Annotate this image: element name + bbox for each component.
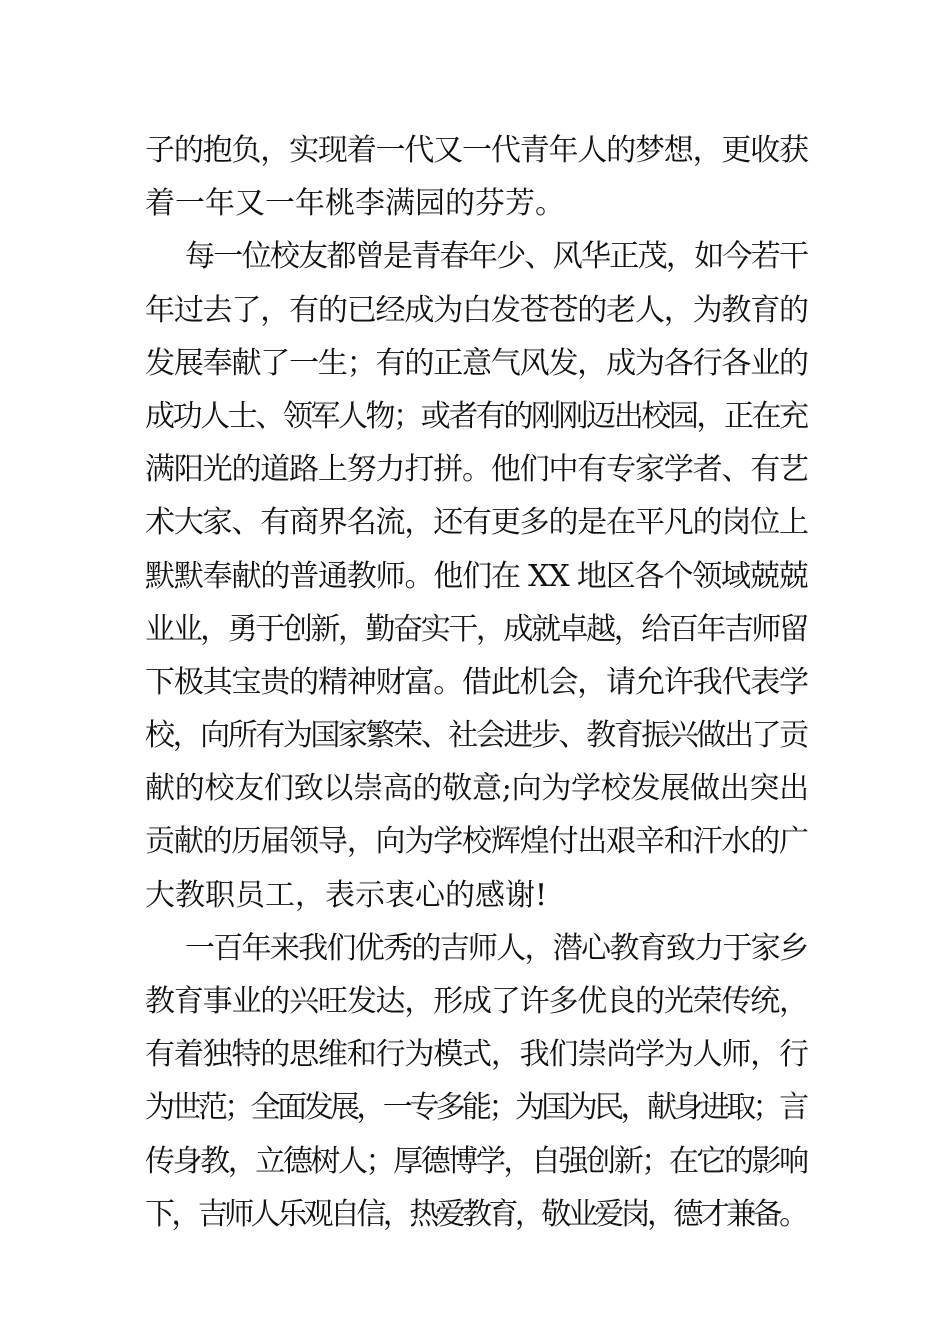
text-line: 为世范；全面发展，一专多能；为国为民，献身进取；言	[145, 1090, 806, 1126]
text-line: 满阳光的道路上努力打拼。他们中有专家学者、有艺	[145, 452, 808, 488]
text-line: 年过去了，有的已经成为白发苍苍的老人，为教育的	[145, 292, 808, 328]
text-line: 有着独特的思维和行为模式，我们崇尚学为人师，行	[145, 1037, 808, 1073]
text-line: 教育事业的兴旺发达，形成了许多优良的光荣传统，	[145, 984, 808, 1019]
text-line: 大教职员工，表示衷心的感谢!	[145, 877, 548, 913]
text-line: 贡献的历届领导，向为学校辉煌付出艰辛和汗水的广	[145, 824, 808, 860]
text-line: 子的抱负，实现着一代又一代青年人的梦想，更收获	[145, 133, 808, 168]
paragraph-1	[145, 124, 809, 230]
text-line: 献的校友们致以崇高的敬意;向为学校发展做出突出	[145, 771, 809, 807]
text-line: 传身教，立德树人；厚德博学，自强创新；在它的影响	[145, 1143, 807, 1179]
text-line: 着一年又一年桃李满园的芬芳。	[145, 186, 565, 222]
text-line: 校，向所有为国家繁荣、社会进步、教育振兴做出了贡	[145, 718, 807, 754]
text-line: 下极其宝贵的精神财富。借此机会，请允许我代表学	[145, 664, 808, 700]
text-line: 默默奉献的普通教师。他们在 XX 地区各个领域兢兢	[145, 558, 808, 594]
text-line: 成功人士、领军人物；或者有的刚刚迈出校园，正在充	[145, 398, 807, 434]
document-body	[145, 124, 809, 1241]
text-line: 每一位校友都曾是青春年少、风华正茂，如今若干	[185, 239, 808, 275]
text-line: 术大家、有商界名流，还有更多的是在平凡的岗位上	[145, 505, 808, 541]
paragraph-3	[145, 922, 809, 1241]
text-line: 下，吉师人乐观自信，热爱教育，敬业爱岗，德才兼备。	[145, 1196, 806, 1232]
paragraph-2	[145, 230, 809, 921]
text-line: 业业，勇于创新，勤奋实干，成就卓越，给百年吉师留	[145, 611, 807, 647]
text-line: 发展奉献了一生；有的正意气风发，成为各行各业的	[145, 345, 808, 381]
text-line: 一百年来我们优秀的吉师人，潜心教育致力于家乡	[185, 930, 808, 966]
